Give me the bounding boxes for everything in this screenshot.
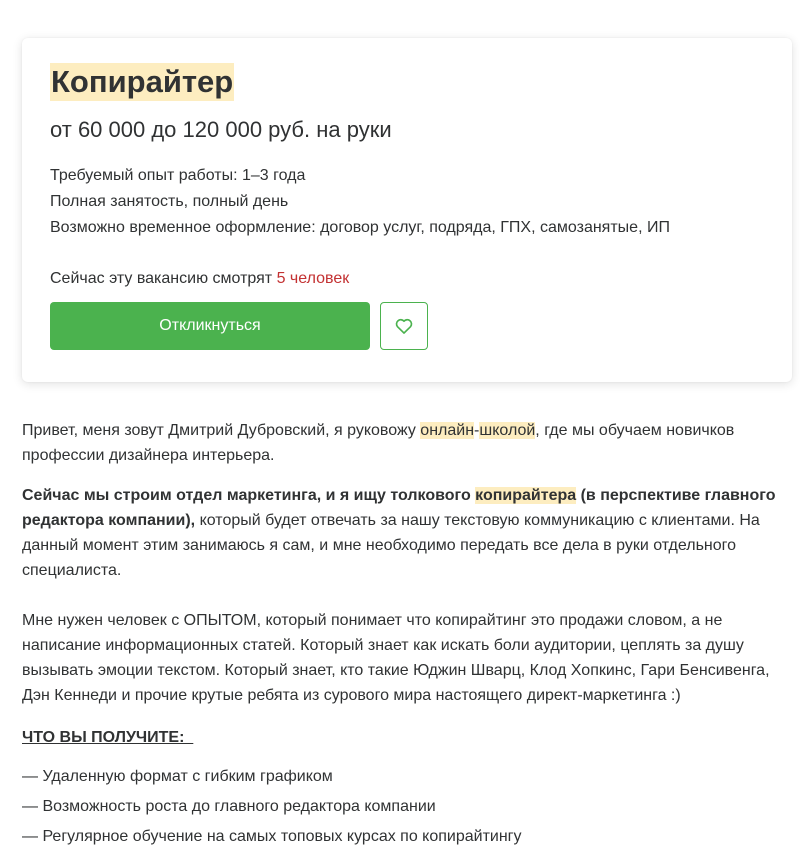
experience-text: Требуемый опыт работы: 1–3 года: [50, 167, 306, 184]
marketing-bold-end: (в перспективе главного редактора компании),: [22, 487, 776, 529]
favorite-button[interactable]: [380, 302, 428, 350]
viewers-count: 5 человек: [276, 270, 350, 287]
description-marketing: [22, 483, 782, 583]
intro-text: Привет, меня зовут Дмитрий Дубровский, я руковожу: [22, 422, 421, 439]
benefits-list: [22, 764, 782, 849]
highlight-online: онлайн: [420, 422, 475, 439]
respond-button[interactable]: Откликнуться: [50, 302, 370, 350]
heart-icon: [394, 316, 414, 336]
benefit-item: — Возможность роста до главного редактора компании: [22, 798, 436, 815]
benefit-item: — Регулярное обучение на самых топовых курсах по копирайтингу: [22, 828, 522, 845]
vacancy-title: Копирайтер: [51, 64, 234, 99]
vacancy-conditions: [50, 163, 764, 241]
current-viewers: [50, 268, 764, 290]
vacancy-card: [22, 38, 792, 382]
highlight-copywriter: копирайтера: [475, 487, 577, 504]
intro-text-end: , где мы обучаем новичков профессии дизайнера интерьера.: [22, 422, 735, 464]
viewers-prefix: Сейчас эту вакансию смотрят: [50, 270, 277, 287]
description-intro: [22, 418, 782, 468]
intro-dash: -: [474, 422, 480, 439]
benefit-item: — Удаленную формат с гибким графиком: [22, 768, 333, 785]
vacancy-actions: [50, 302, 764, 350]
vacancy-description: [22, 418, 782, 854]
highlight-school: школой: [479, 422, 536, 439]
benefits-heading: ЧТО ВЫ ПОЛУЧИТЕ:: [22, 729, 194, 746]
temporary-employment-text: Возможно временное оформление: договор услуг, подряда, ГПХ, самозанятые, ИП: [50, 219, 670, 236]
vacancy-salary: от 60 000 до 120 000 руб. на руки: [50, 117, 392, 142]
marketing-text: который будет отвечать за нашу текстовую коммуникацию с клиентами. На данный момент этим занимаюсь я сам, и мне необходимо передать все дела в руки отдельного специалиста.: [22, 512, 760, 579]
marketing-bold-start: Сейчас мы строим отдел маркетинга, и я ищу толкового: [22, 487, 476, 504]
description-requirements: Мне нужен человек с ОПЫТОМ, который понимает что копирайтинг это продажи словом, а не написание информационных статей. Который знает как искать боли аудитории, цеплять за душу вызывать эмоции текстом. Который знает, кто такие Юджин Шварц, Клод Хопкинс, Гари Бенсивенга, Дэн Кеннеди и прочие крутые ребята из сурового мира настоящего директ-маркетинга :): [22, 612, 770, 704]
employment-text: Полная занятость, полный день: [50, 193, 289, 210]
